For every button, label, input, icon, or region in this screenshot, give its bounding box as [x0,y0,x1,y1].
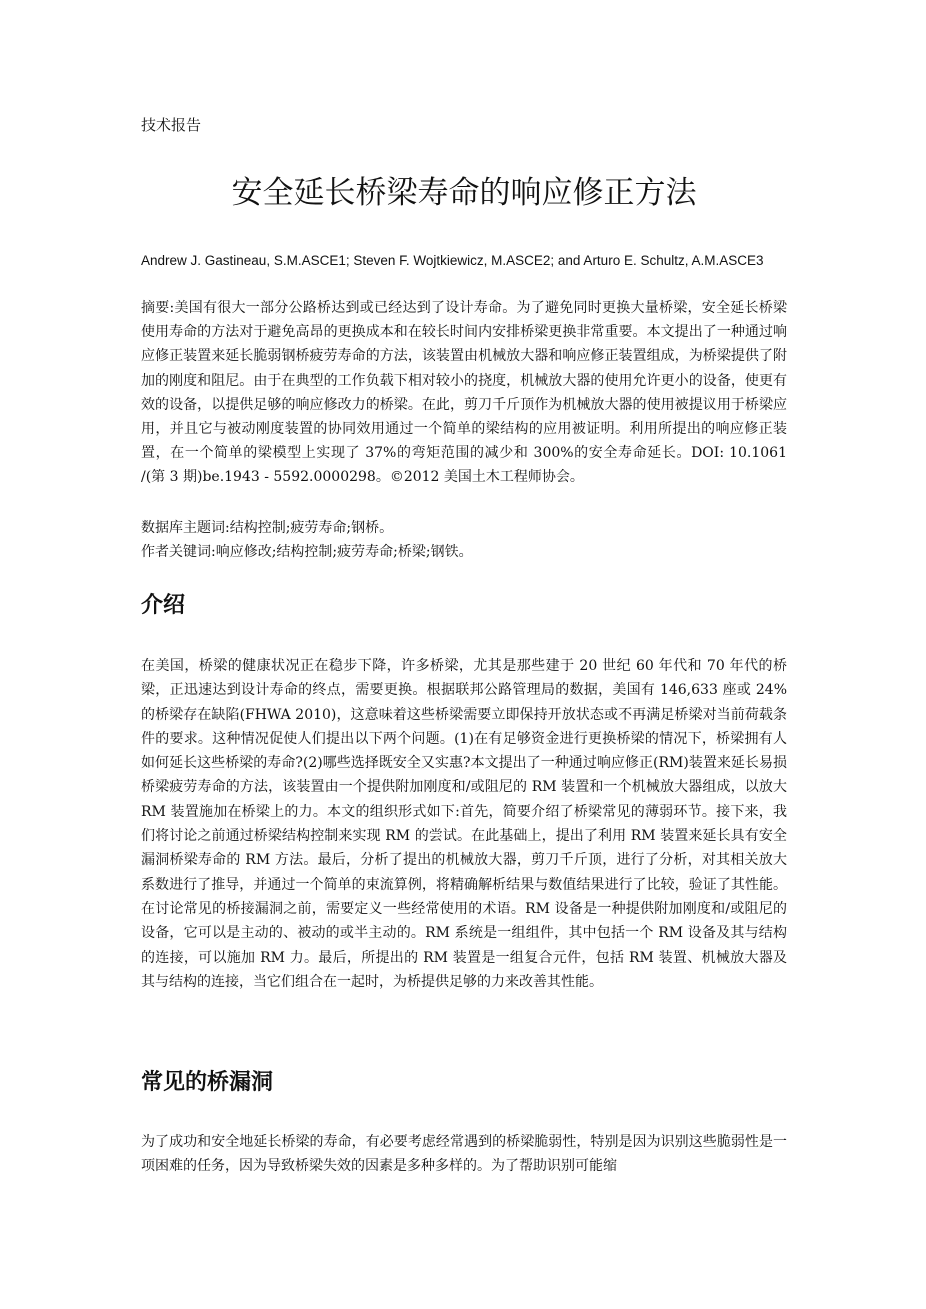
section-body-common-vulnerabilities: 为了成功和安全地延长桥梁的寿命，有必要考虑经常遇到的桥梁脆弱性，特别是因为识别这些脆弱性是一项困难的任务，因为导致桥梁失效的因素是多种多样的。为了帮助识别可能缩 [141,1134,787,1175]
author-list: Andrew J. Gastineau, S.M.ASCE1; Steven F. Wojtkiewicz, M.ASCE2; and Arturo E. Schultz, A.M.ASCE3 [141,253,764,268]
keywords-block [141,516,787,564]
report-type-label: 技术报告 [141,116,202,134]
subject-headings: 数据库主题词:结构控制;疲劳寿命;钢桥。 [141,520,394,536]
section-body-intro: 在美国，桥梁的健康状况正在稳步下降，许多桥梁，尤其是那些建于 20 世纪 60 年代和 70 年代的桥梁，正迅速达到设计寿命的终点，需要更换。根据联邦公路管理局的数据，美国有 146,633 座或 24%的桥梁存在缺陷(FHWA 2010)，这意味着这些桥梁需要立即保持开放状态或不再满足桥梁对当前荷载条件的要求。这种情况促使人们提出以下两个问题。(1)在有足够资金进行更换桥梁的情况下，桥梁拥有人如何延长这些桥梁的寿命?(2)哪些选择既安全又实惠?本文提出了一种通过响应修正(RM)装置来延长易损桥梁疲劳寿命的方法，该装置由一个提供附加刚度和/或阻尼的 RM 装置和一个机械放大器组成，以放大 RM 装置施加在桥梁上的力。本文的组织形式如下:首先，简要介绍了桥梁常见的薄弱环节。接下来，我们将讨论之前通过桥梁结构控制来实现 RM 的尝试。在此基础上，提出了利用 RM 装置来延长具有安全漏洞桥梁寿命的 RM 方法。最后，分析了提出的机械放大器，剪刀千斤顶，进行了分析，对其相关放大系数进行了推导，并通过一个简单的束流算例，将精确解析结果与数值结果进行了比较，验证了其性能。在讨论常见的桥接漏洞之前，需要定义一些经常使用的术语。RM 设备是一种提供附加刚度和/或阻尼的设备，它可以是主动的、被动的或半主动的。RM 系统是一组组件，其中包括一个 RM 设备及其与结构的连接，可以施加 RM 力。最后，所提出的 RM 装置是一组复合元件，包括 RM 装置、机械放大器及其与结构的连接，当它们组合在一起时，为桥提供足够的力来改善其性能。 [141,658,787,990]
paper-title: 安全延长桥梁寿命的响应修正方法 [231,175,697,211]
abstract-text: 摘要:美国有很大一部分公路桥达到或已经达到了设计寿命。为了避免同时更换大量桥梁，安全延长桥梁使用寿命的方法对于避免高昂的更换成本和在较长时间内安排桥梁更换非常重要。本文提出了一种通过响应修正装置来延长脆弱钢桥疲劳寿命的方法，该装置由机械放大器和响应修正装置组成，为桥梁提供了附加的刚度和阻尼。由于在典型的工作负载下相对较小的挠度，机械放大器的使用允许更小的设备，使更有效的设备，以提供足够的响应修改力的桥梁。在此，剪刀千斤顶作为机械放大器的使用被提议用于桥梁应用，并且它与被动刚度装置的协同效用通过一个简单的梁结构的应用被证明。利用所提出的响应修正装置，在一个简单的梁模型上实现了 37%的弯矩范围的减少和 300%的安全寿命延长。DOI: 10.1061 /(第 3 期)be.1943 - 5592.0000298。©2012 美国土木工程师协会。 [141,300,787,486]
section-heading-intro: 介绍 [141,593,186,618]
abstract [141,296,787,490]
section-heading-common-vulnerabilities: 常见的桥漏洞 [141,1070,274,1095]
author-keywords: 作者关键词:响应修改;结构控制;疲劳寿命;桥梁;钢铁。 [141,544,473,560]
